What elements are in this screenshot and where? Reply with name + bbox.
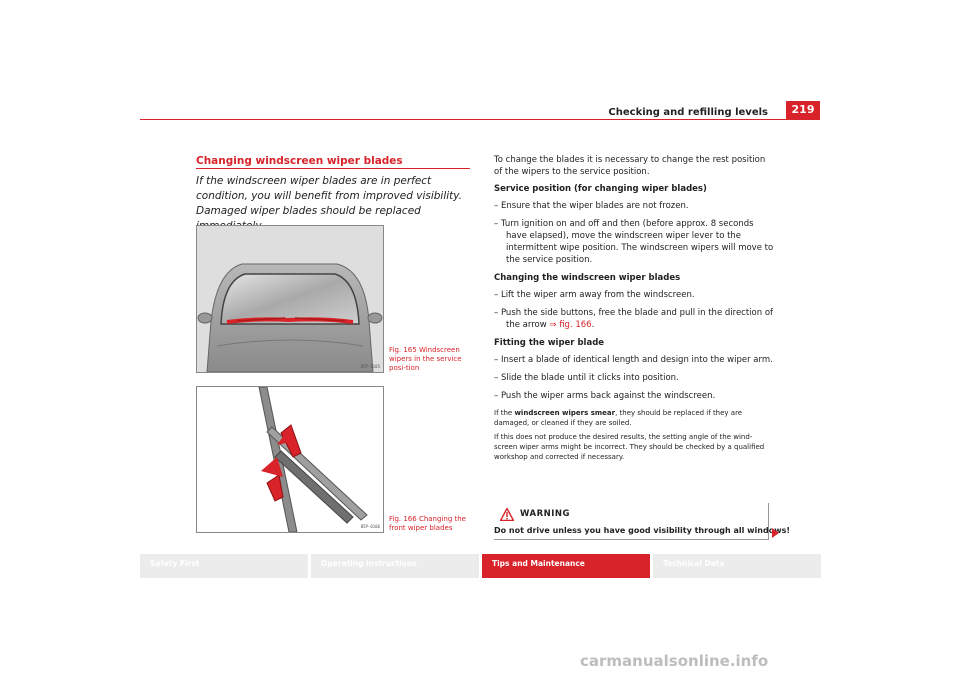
step-item: – Insert a blade of identical length and design into the wiper arm. bbox=[494, 355, 773, 365]
header-divider bbox=[140, 119, 820, 120]
note-paragraph: If this does not produce the desired results, the setting angle of the wind-screen wiper arms might be incorrect. They should be checked by a qualified workshop and corrected if necessary. bbox=[494, 433, 765, 461]
continue-arrow-icon[interactable] bbox=[772, 528, 779, 538]
step-item: – Push the wiper arms back against the windscreen. bbox=[494, 391, 716, 401]
subheading-changing-blades: Changing the windscreen wiper blades bbox=[494, 273, 681, 283]
nav-tab-technical-data[interactable]: Technical Data bbox=[653, 554, 821, 578]
section-intro: If the windscreen wiper blades are in perfect condition, you will benefit from improved visibility. Damaged wiper blades should be replaced bbox=[196, 175, 463, 217]
warning-title: WARNING bbox=[520, 509, 570, 519]
step-item: – Lift the wiper arm away from the windscreen. bbox=[494, 290, 695, 300]
figure-code: B5P-0105 bbox=[360, 364, 380, 369]
figure-wipers-service-position bbox=[196, 225, 384, 373]
nav-tab-operating-instructions[interactable]: Operating instructions bbox=[311, 554, 479, 578]
note-paragraph bbox=[494, 408, 774, 428]
figure-changing-wiper-blade bbox=[196, 386, 384, 533]
warning-text: Do not drive unless you have good visibility through all windows! bbox=[494, 526, 790, 535]
note-emphasis: windscreen wipers smear bbox=[514, 409, 616, 417]
warning-triangle-icon bbox=[500, 508, 514, 521]
section-title: Changing windscreen wiper blades bbox=[196, 155, 403, 167]
nav-tab-safety-first[interactable]: Safety First bbox=[140, 554, 308, 578]
step-item: – Slide the blade until it clicks into position. bbox=[494, 373, 679, 383]
watermark: carmanualsonline.info bbox=[580, 652, 769, 670]
figure-code: B5P-0106 bbox=[360, 524, 380, 529]
step-text: – Push the side buttons, free the blade and pull in the direction of the arrow bbox=[494, 308, 774, 330]
step-text-end: . bbox=[591, 320, 595, 330]
step-item: – Turn ignition on and off and then (before approx. 8 seconds have elapsed), move the windscreen wiper lever to the intermittent wipe position. The windscreen wipers will move to the service position. bbox=[494, 219, 774, 265]
figure-reference-link[interactable]: ⇒ fig. 166 bbox=[549, 320, 592, 330]
nav-tab-tips-and-maintenance[interactable]: Tips and Maintenance bbox=[482, 554, 650, 578]
step-item bbox=[494, 307, 774, 331]
instructions-column bbox=[494, 154, 774, 466]
subheading-fitting-blade: Fitting the wiper blade bbox=[494, 338, 605, 348]
body-paragraph: To change the blades it is necessary to change the rest position of the wipers to the service position. bbox=[494, 155, 766, 177]
figure-caption: Fig. 166 Changing the front wiper blades bbox=[389, 515, 466, 532]
note-text: , they should be replaced if they are damaged, or cleaned if they are soiled. bbox=[494, 409, 743, 427]
section-divider bbox=[196, 168, 470, 169]
page-number: 219 bbox=[786, 101, 820, 119]
subheading-service-position: Service position (for changing wiper blades) bbox=[494, 184, 707, 194]
car-front-illustration bbox=[197, 226, 383, 372]
running-header: Checking and refilling levels bbox=[608, 107, 768, 118]
figure-caption: Fig. 165 Windscreen wipers in the service posi-tion bbox=[389, 346, 462, 372]
step-item: – Ensure that the wiper blades are not frozen. bbox=[494, 201, 689, 211]
wiper-blade-illustration bbox=[197, 387, 383, 532]
note-text: If the bbox=[494, 409, 515, 417]
